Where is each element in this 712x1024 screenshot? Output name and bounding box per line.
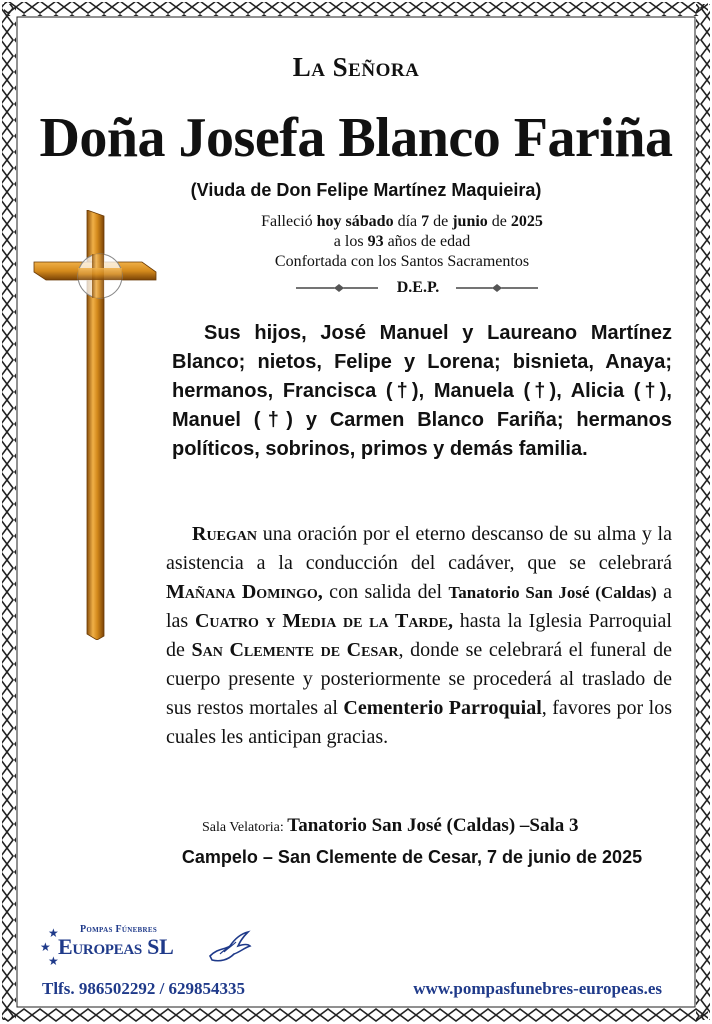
sacraments-line: Confortada con los Santos Sacramentos	[274, 253, 530, 270]
website-link[interactable]: www.pompasfunebres-europeas.es	[413, 979, 662, 998]
widow-note: (Viuda de Don Felipe Martínez Maquieira)	[190, 180, 542, 200]
dove-icon	[206, 930, 252, 966]
honorific: La Señora	[292, 52, 420, 82]
star-icon: ★	[48, 926, 59, 940]
phone-numbers: Tlfs. 986502292 / 629854335	[42, 979, 246, 998]
dep-ornament	[292, 279, 552, 299]
family-paragraph: Sus hijos, José Manuel y Laureano Martínez Blanco; nietos, Felipe y Lorena; bisnieta, Anaya; hermanos, Francisca (†), Manuela (†), Alicia (†), Manuel (†) y Carmen Blanco Fariña; hermanos políticos, sobrinos, primos y demás familia.	[172, 322, 672, 460]
wake-room: Sala Velatoria: Tanatorio San José (Caldas) –Sala 3	[202, 815, 579, 836]
logo-name: Europeas SL	[58, 934, 174, 959]
death-info	[182, 212, 622, 272]
dep-label: D.E.P.	[396, 279, 440, 296]
cross-icon	[32, 210, 158, 640]
deceased-name: Doña Josefa Blanco Fariña	[39, 107, 673, 169]
ceremony-paragraph: Ruegan una oración por el eterno descanso de su alma y la asistencia a la conducción del cadáver, que se celebrará Mañana Domingo, con salida del Tanatorio San José (Caldas) a las Cuatro y Media de la Tarde, hasta la Iglesia Parroquial de San Clemente de Cesar, donde se celebrará el funeral de cuerpo presente y posteriormente se procederá al traslado de sus restos mortales al Cementerio Parroquial, favores por los cuales les anticipan gracias.	[166, 523, 673, 748]
star-icon: ★	[40, 940, 51, 954]
star-icon: ★	[48, 954, 59, 968]
age-line: a los 93 años de edad	[333, 233, 471, 250]
obituary-page	[22, 22, 690, 1002]
death-date-line: Falleció hoy sábado día 7 de junio de 2025	[261, 213, 543, 230]
logo-subtitle: Pompas Fúnebres	[80, 924, 158, 935]
place-date: Campelo – San Clemente de Cesar, 7 de junio de 2025	[181, 847, 643, 867]
